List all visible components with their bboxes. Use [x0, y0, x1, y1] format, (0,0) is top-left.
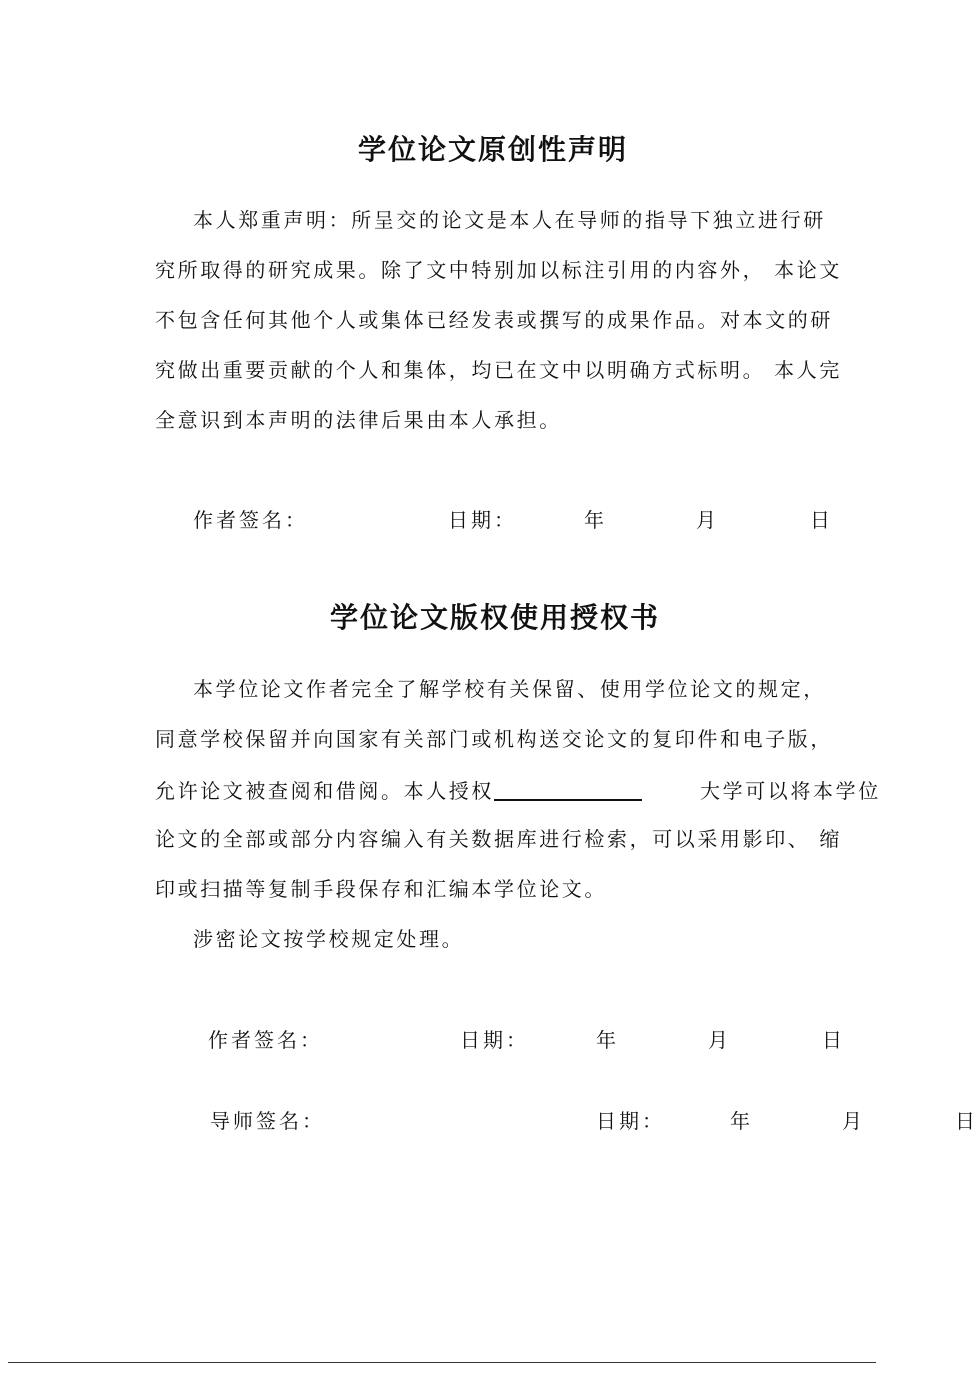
declaration-line-4: 究做出重要贡献的个人和集体，均已在文中以明确方式标明。 本人完 — [155, 358, 842, 382]
supervisor-signature-label: 导师签名： — [210, 1109, 325, 1133]
authorization-line-2: 同意学校保留并向国家有关部门或机构送交论文的复印件和电子版， — [155, 727, 833, 751]
authorization-author-month-label: 月 — [708, 1028, 731, 1052]
declaration-year-label: 年 — [584, 508, 607, 532]
authorization-line-3-tail: 大学可以将本学位 — [700, 779, 881, 803]
declaration-date-label: 日期： — [448, 508, 517, 532]
authorization-author-date-label: 日期： — [460, 1028, 529, 1052]
authorization-author-year-label: 年 — [596, 1028, 619, 1052]
authorization-author-day-label: 日 — [822, 1028, 845, 1052]
authorization-line-3 — [155, 779, 881, 801]
supervisor-date-label: 日期： — [596, 1109, 665, 1133]
university-name-blank[interactable] — [494, 779, 642, 801]
authorization-author-signature-label: 作者签名： — [208, 1028, 323, 1052]
authorization-line-1: 本学位论文作者完全了解学校有关保留、使用学位论文的规定， — [193, 677, 826, 701]
authorization-line-5: 印或扫描等复制手段保存和汇编本学位论文。 — [155, 877, 607, 901]
declaration-day-label: 日 — [810, 508, 833, 532]
supervisor-month-label: 月 — [842, 1109, 865, 1133]
authorization-line-3-text: 允许论文被查阅和借阅。本人授权 — [155, 779, 494, 803]
declaration-title: 学位论文原创性声明 — [358, 133, 629, 166]
declaration-author-signature-label: 作者签名： — [193, 508, 308, 532]
authorization-line-6: 涉密论文按学校规定处理。 — [193, 927, 465, 951]
declaration-line-1: 本人郑重声明：所呈交的论文是本人在导师的指导下独立进行研 — [193, 208, 826, 232]
authorization-title: 学位论文版权使用授权书 — [330, 601, 661, 634]
supervisor-year-label: 年 — [730, 1109, 753, 1133]
supervisor-day-label: 日 — [955, 1109, 978, 1133]
authorization-line-4: 论文的全部或部分内容编入有关数据库进行检索，可以采用影印、 缩 — [155, 827, 842, 851]
declaration-line-5: 全意识到本声明的法律后果由本人承担。 — [155, 408, 562, 432]
declaration-line-3: 不包含任何其他个人或集体已经发表或撰写的成果作品。对本文的研 — [155, 308, 833, 332]
footer-divider — [8, 1362, 876, 1363]
declaration-line-2: 究所取得的研究成果。除了文中特别加以标注引用的内容外， 本论文 — [155, 258, 842, 282]
declaration-month-label: 月 — [696, 508, 719, 532]
